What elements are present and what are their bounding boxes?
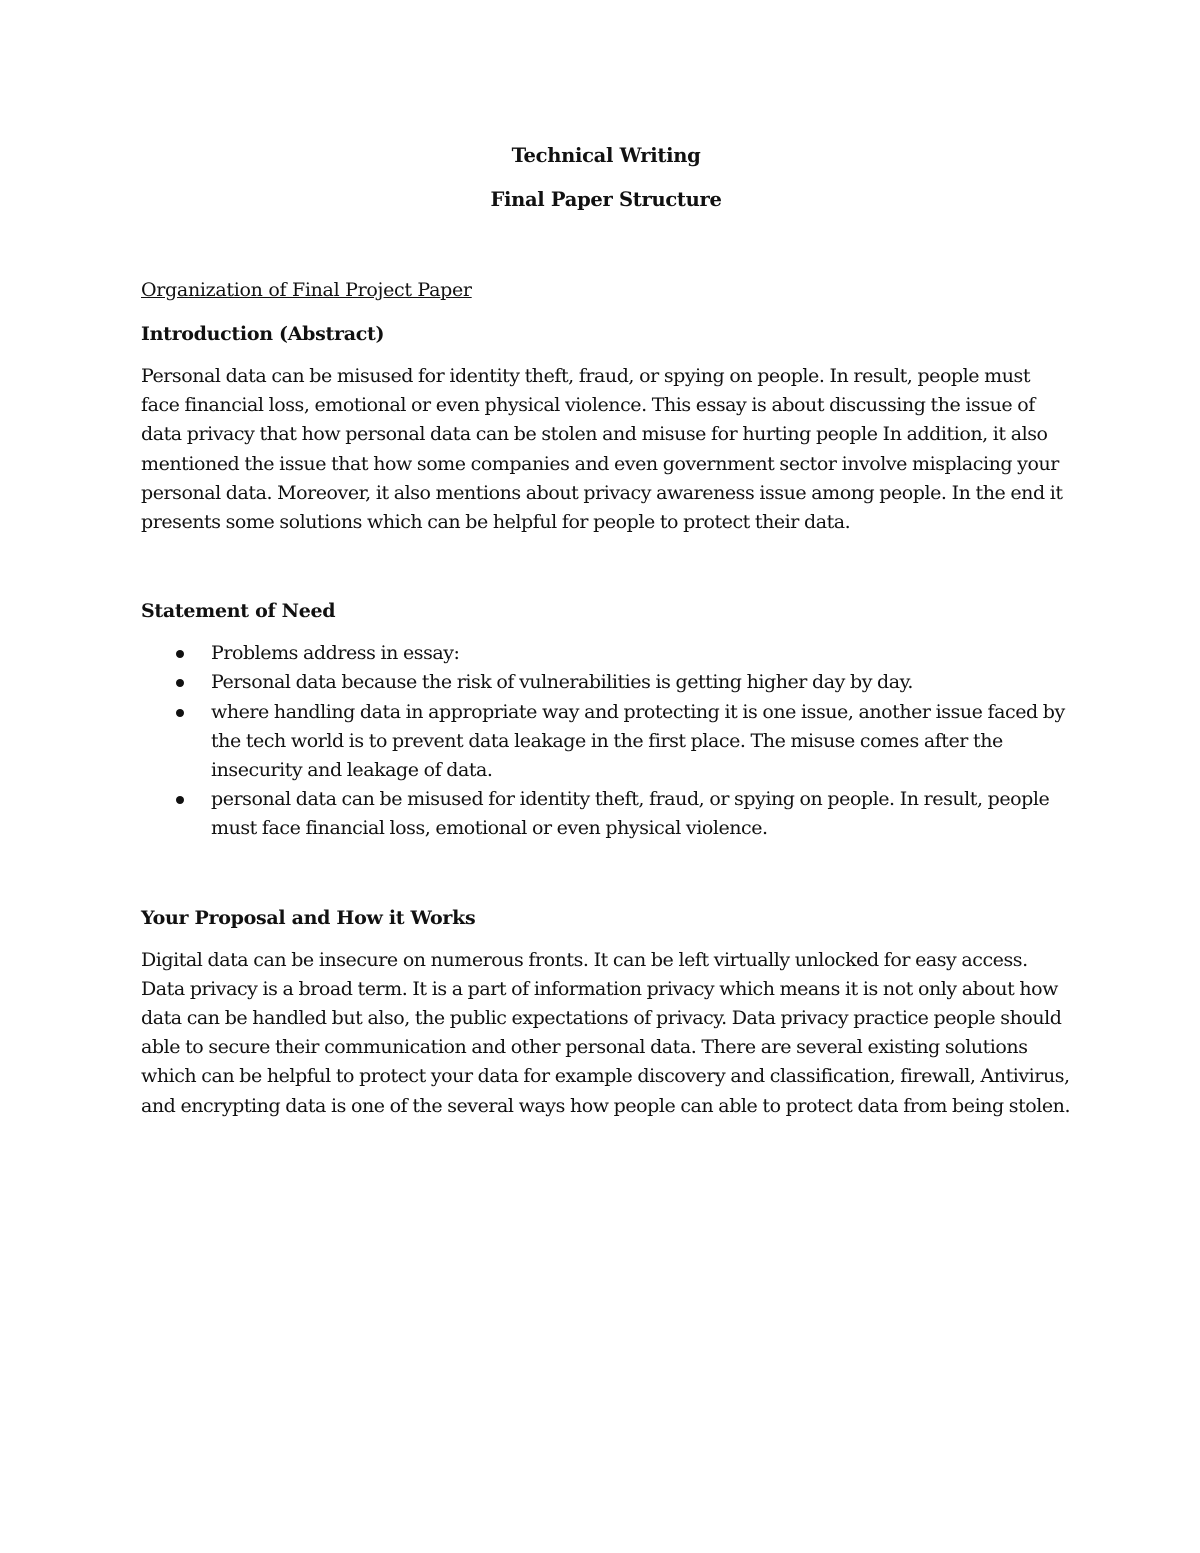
bullet-icon [176,650,184,658]
document-title: Technical Writing [511,144,701,167]
statement-of-need-list [141,639,1071,843]
bullet-icon [176,709,184,717]
list-item-text: Problems address in essay: [211,642,460,665]
list-item-text: where handling data in appropriate way and protecting it is one issue, another issue faced by the tech world is to prevent data leakage in the first place. The misuse comes after the insecurity and leakage of data. [211,700,1065,782]
statement-of-need-heading: Statement of Need [141,600,336,623]
bullet-icon [176,679,184,687]
organization-heading: Organization of Final Project Paper [141,279,472,301]
list-item-text: personal data can be misused for identity theft, fraud, or spying on people. In result, people must face financial loss, emotional or even physical violence. [211,788,1050,840]
proposal-paragraph: Digital data can be insecure on numerous fronts. It can be left virtually unlocked for easy access. Data privacy is a broad term. It is a part of information privacy which means it is not only about how data can be handled but also, the public expectations of privacy. Data privacy practice people should able to secure their communication and other personal data. There are several existing solutions which can be helpful to protect your data for example discovery and classification, firewall, Antivirus, and encrypting data is one of the several ways how people can able to protect data from being stolen. [141,948,1071,1117]
document-body [141,140,1071,1121]
introduction-paragraph: Personal data can be misused for identity theft, fraud, or spying on people. In result, people must face financial loss, emotional or even physical violence. This essay is about discussing the issue of data privacy that how personal data can be stolen and misuse for hurting people In addition, it also mentioned the issue that how some companies and even government sector involve misplacing your personal data. Moreover, it also mentions about privacy awareness issue among people. In the end it presents some solutions which can be helpful for people to protect their data. [141,365,1063,534]
list-item [141,698,1071,786]
document-subtitle: Final Paper Structure [490,188,722,211]
list-item [141,639,1071,668]
list-item [141,668,1071,697]
introduction-heading: Introduction (Abstract) [141,323,385,345]
proposal-heading: Your Proposal and How it Works [141,906,476,929]
list-item-text: Personal data because the risk of vulnerabilities is getting higher day by day. [211,671,914,694]
bullet-icon [176,796,184,804]
list-item [141,785,1071,843]
